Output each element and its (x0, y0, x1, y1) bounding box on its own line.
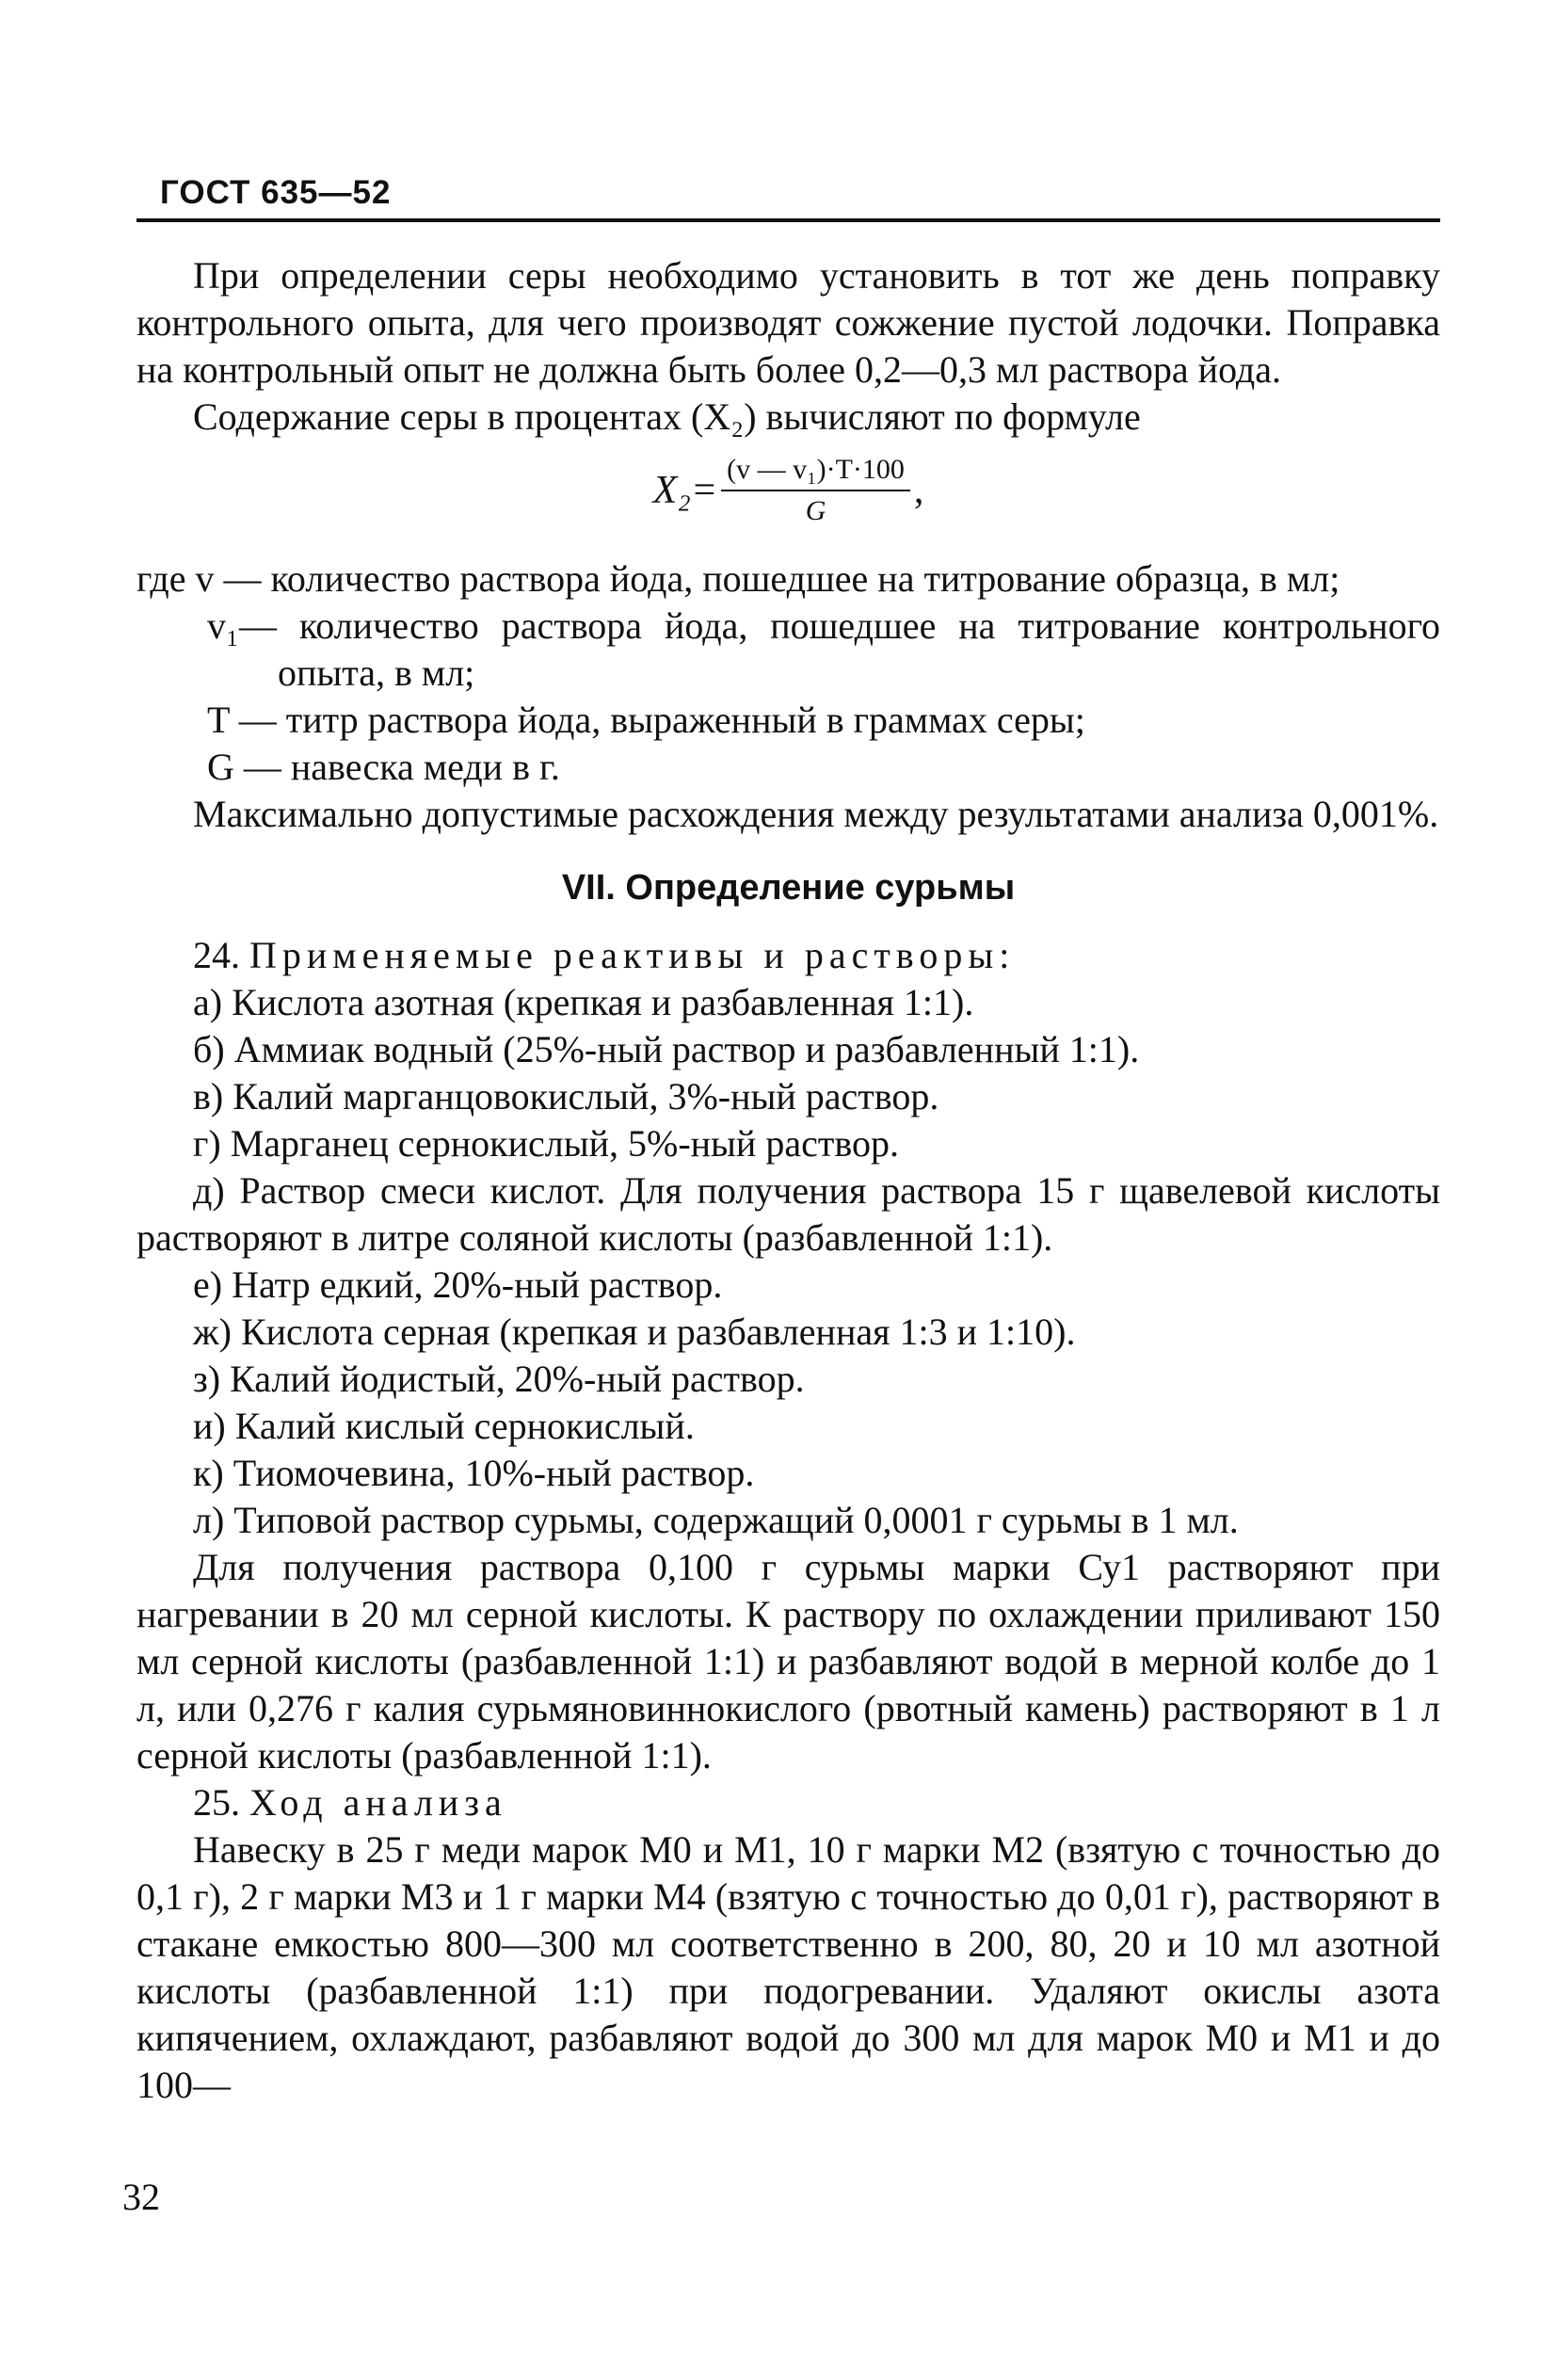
reagent-item: г) Марганец сернокислый, 5%-ный раствор. (193, 1122, 899, 1165)
item-24-heading (136, 932, 1440, 979)
paragraph-antimony-solution: Для получения раствора 0,100 г сурьмы марки Су1 растворяют при нагревании в 20 мл серной кислоты. К раствору по охлаждении приливают 150 мл серной кислоты (разбавленной 1:1) и разбавляют водой в мерной колбе до 1 л, или 0,276 г калия сурьмяновиннокислого (рвотный камень) растворяют в 1 л серной кислоты (разбавленной 1:1). (136, 1546, 1440, 1777)
formula-lhs: X₂= (652, 469, 718, 512)
reagent-item: а) Кислота азотная (крепкая и разбавленная 1:1). (193, 981, 974, 1023)
reagent-item: д) Раствор смеси кислот. Для получения раствора 15 г щавелевой кислоты растворяют в литре соляной кислоты (разбавленной 1:1). (136, 1169, 1440, 1259)
paragraph-sulfur-formula-intro: Содержание серы в процентах (X₂) вычисляют по формуле (193, 395, 1141, 438)
document-header: ГОСТ 635—52 (160, 174, 392, 211)
paragraph-control-correction: При определении серы необходимо установить в тот же день поправку контрольного опыта, для чего производят сожжение пустой лодочки. Поправка на контрольный опыт не должна быть более 0,2—0,3 мл раствора йода. (136, 254, 1440, 391)
definition-t: T — титр раствора йода, выраженный в граммах серы; (207, 699, 1085, 741)
paragraph-analysis-procedure: Навеску в 25 г меди марок М0 и М1, 10 г марки М2 (взятую с точностью до 0,1 г), 2 г марки М3 и 1 г марки М4 (взятую с точностью до 0,01 г), растворяют в стакане емкостью 800—300 мл соответственно в 200, 80, 20 и 10 мл азотной кислоты (разбавленной 1:1) при подогревании. Удаляют окислы азота кипячением, охлаждают, разбавляют водой до 300 мл для марок М0 и М1 и до 100— (136, 1828, 1440, 2106)
reagents-list (136, 979, 1440, 1544)
item-25-title: Ход анализа (249, 1781, 507, 1824)
definition-g: G — навеска меди в г. (207, 746, 560, 788)
definition-v1: v₁— количество раствора йода, пошедшее на титрование контрольного опыта, в мл; (207, 604, 1440, 694)
reagent-item: з) Калий йодистый, 20%-ный раствор. (193, 1358, 805, 1400)
reagent-item: б) Аммиак водный (25%-ный раствор и разбавленный 1:1). (193, 1028, 1140, 1070)
header-rule (136, 218, 1440, 222)
page-content (136, 252, 1440, 2109)
sulfur-formula (136, 452, 1440, 535)
item-25-heading (136, 1779, 1440, 1826)
reagent-item: в) Калий марганцовокислый, 3%-ный раствор. (193, 1075, 939, 1118)
paragraph-max-deviation: Максимально допустимые расхождения между результатами анализа 0,001%. (193, 793, 1439, 835)
reagent-item: л) Типовой раствор сурьмы, содержащий 0,0001 г сурьмы в 1 мл. (193, 1499, 1239, 1541)
reagent-item: ж) Кислота серная (крепкая и разбавленная 1:3 и 1:10). (193, 1311, 1076, 1353)
reagent-item: е) Натр едкий, 20%-ный раствор. (193, 1263, 723, 1306)
item-24-number: 24. (193, 934, 240, 976)
formula-definitions (136, 555, 1440, 791)
item-25-number: 25. (193, 1781, 240, 1824)
reagent-item: и) Калий кислый сернокислый. (193, 1405, 695, 1447)
section-title: VII. Определение сурьмы (561, 868, 1016, 908)
formula-trail: , (913, 469, 924, 512)
page-number: 32 (122, 2176, 160, 2218)
formula-denominator: G (805, 495, 826, 526)
formula-fraction (721, 452, 910, 529)
formula-numerator: (v — v₁)·T·100 (721, 452, 910, 491)
reagent-item: к) Тиомочевина, 10%-ный раствор. (193, 1452, 755, 1494)
item-24-title: Применяемые реактивы и растворы: (249, 934, 1016, 976)
definition-v: где v — количество раствора йода, пошедшее на титрование образца, в мл; (136, 557, 1340, 600)
